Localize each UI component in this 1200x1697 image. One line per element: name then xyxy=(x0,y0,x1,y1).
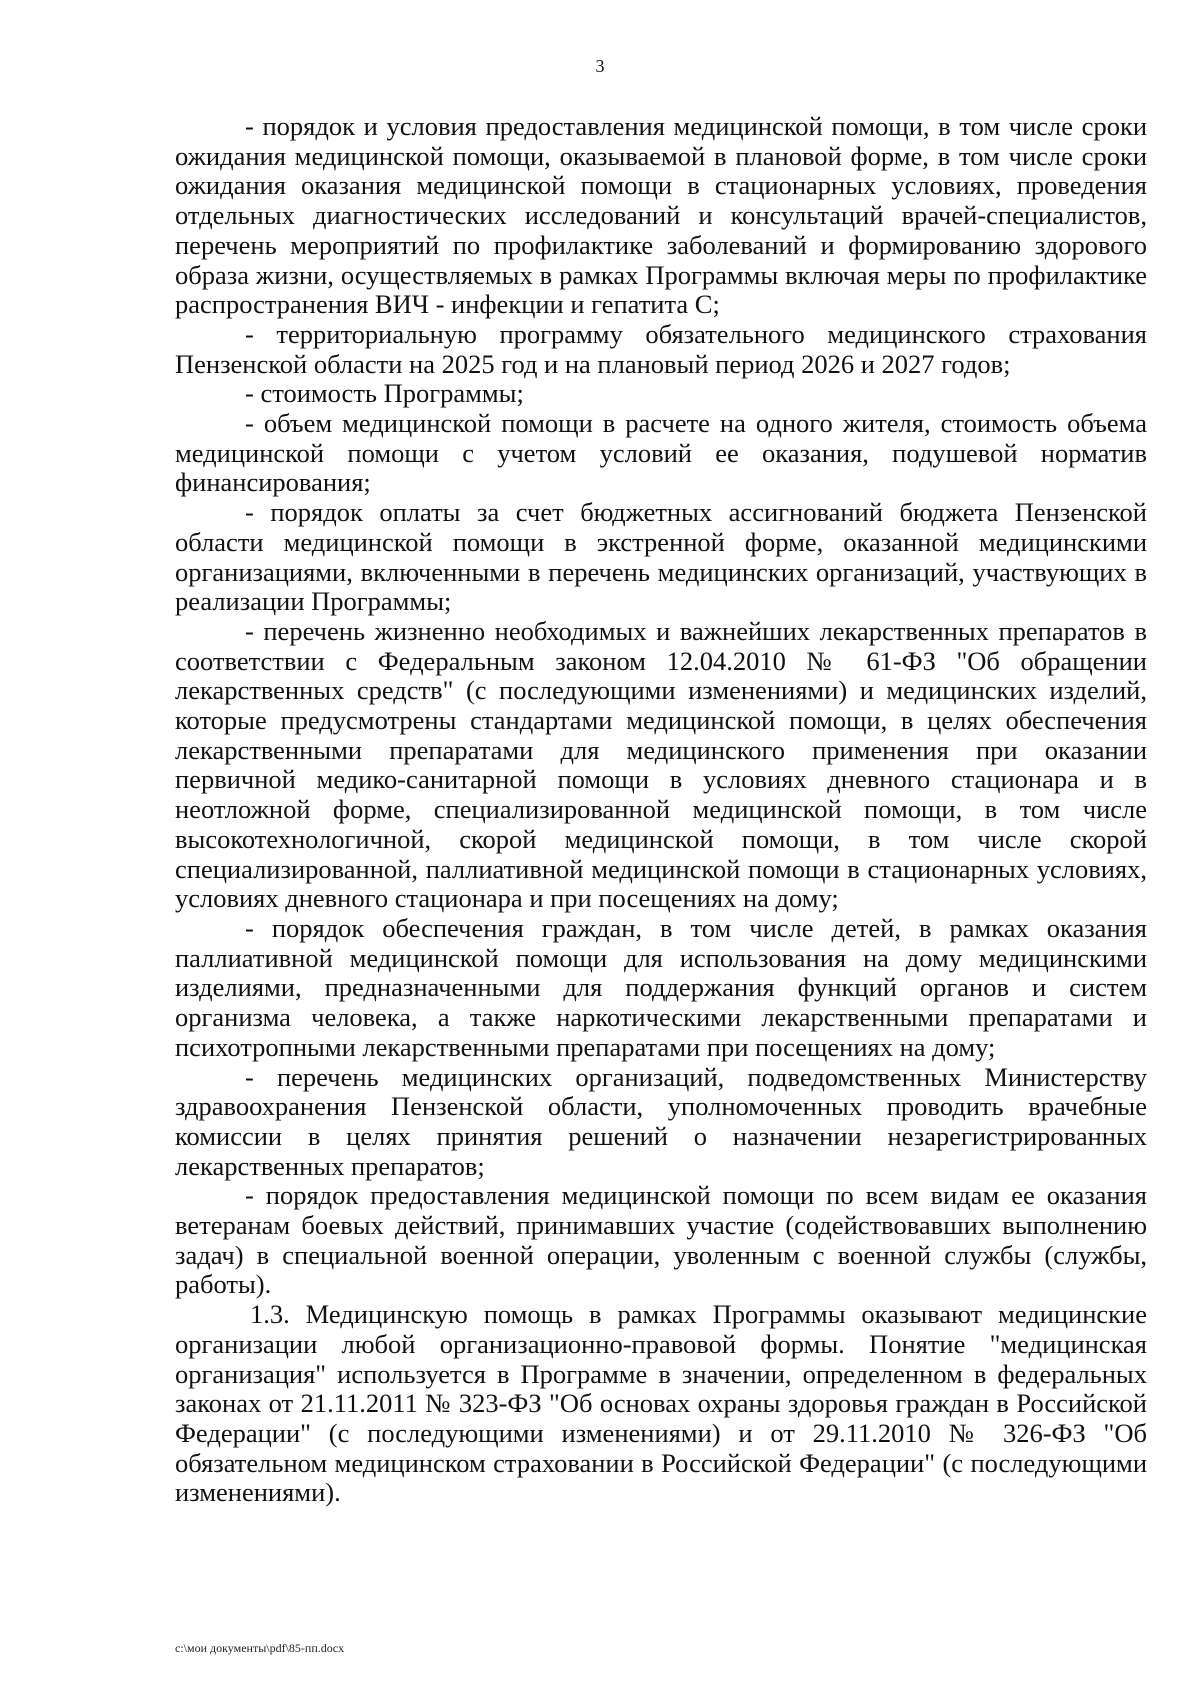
paragraph-palliative-provision: - порядок обеспечения граждан, в том числе детей, в рамках оказания паллиативной медицинской помощи для использования на дому медицинскими изделиями, предназначенными для поддержания функций органов и систем организма человека, а также наркотическими лекарственными препаратами и психотропными лекарственными препаратами при посещениях на дому; xyxy=(175,912,1147,1062)
paragraph-care-volume: - объем медицинской помощи в расчете на одного жителя, стоимость объема медицинской помощи с учетом условий ее оказания, подушевой норматив финансирования; xyxy=(175,408,1147,498)
paragraph-organizations-list: - перечень медицинских организаций, подведомственных Министерству здравоохранения Пензенской области, уполномоченных проводить врачебные комиссии в целях принятия решений о назначении незарегистрированных лекарственных препаратов; xyxy=(175,1061,1147,1181)
paragraph-drug-list: - перечень жизненно необходимых и важнейших лекарственных препаратов в соответствии с Федеральным законом 12.04.2010 № 61-ФЗ "Об обращении лекарственных средств" (с последующими изменениями) и медицинских изделий, которые предусмотрены стандартами медицинской помощи, в целях обеспечения лекарственными препаратами для медицинского применения при оказании первичной медико-санитарной помощи в условиях дневного стационара и в неотложной форме, специализированной медицинской помощи, в том числе высокотехнологичной, скорой медицинской помощи, в том числе скорой специализированной, паллиативной медицинской помощи в стационарных условиях, условиях дневного стационара и при посещениях на дому; xyxy=(175,615,1147,914)
document-body xyxy=(175,112,1147,1508)
paragraph-payment-procedure: - порядок оплаты за счет бюджетных ассигнований бюджета Пензенской области медицинской помощи в экстренной форме, оказанной медицинскими организациями, включенными в перечень медицинских организаций, участвующих в реализации Программы; xyxy=(175,497,1147,617)
page-number: 3 xyxy=(595,56,605,76)
paragraph-oms-program: - территориальную программу обязательного медицинского страхования Пензенской области на 2025 год и на плановый период 2026 и 2027 годов; xyxy=(175,318,1147,379)
paragraph-section-1-3: 1.3. Медицинскую помощь в рамках Программы оказывают медицинские организации любой организационно-правовой формы. Понятие "медицинская организация" используется в Программе в значении, определенном в федеральных законах от 21.11.2011 № 323-ФЗ "Об основах охраны здоровья граждан в Российской Федерации" (с последующими изменениями) и от 29.11.2010 № 326-ФЗ "Об обязательном медицинском страховании в Российской Федерации" (с последующими изменениями). xyxy=(175,1299,1147,1508)
paragraph-program-cost: - стоимость Программы; xyxy=(245,378,524,409)
paragraph-veterans-care: - порядок предоставления медицинской помощи по всем видам ее оказания ветеранам боевых действий, принимавших участие (содействовавших выполнению задач) в специальной военной операции, уволенным с военной службы (службы, работы). xyxy=(175,1180,1147,1300)
paragraph-procedure-conditions: - порядок и условия предоставления медицинской помощи, в том числе сроки ожидания медицинской помощи, оказываемой в плановой форме, в том числе сроки ожидания оказания медицинской помощи в стационарных условиях, проведения отдельных диагностических исследований и консультаций врачей-специалистов, перечень мероприятий по профилактике заболеваний и формированию здорового образа жизни, осуществляемых в рамках Программы включая меры по профилактике распространения ВИЧ - инфекции и гепатита С; xyxy=(175,111,1147,320)
footer-file-path: c:\мои документы\pdf\85-пп.docx xyxy=(175,1641,345,1655)
